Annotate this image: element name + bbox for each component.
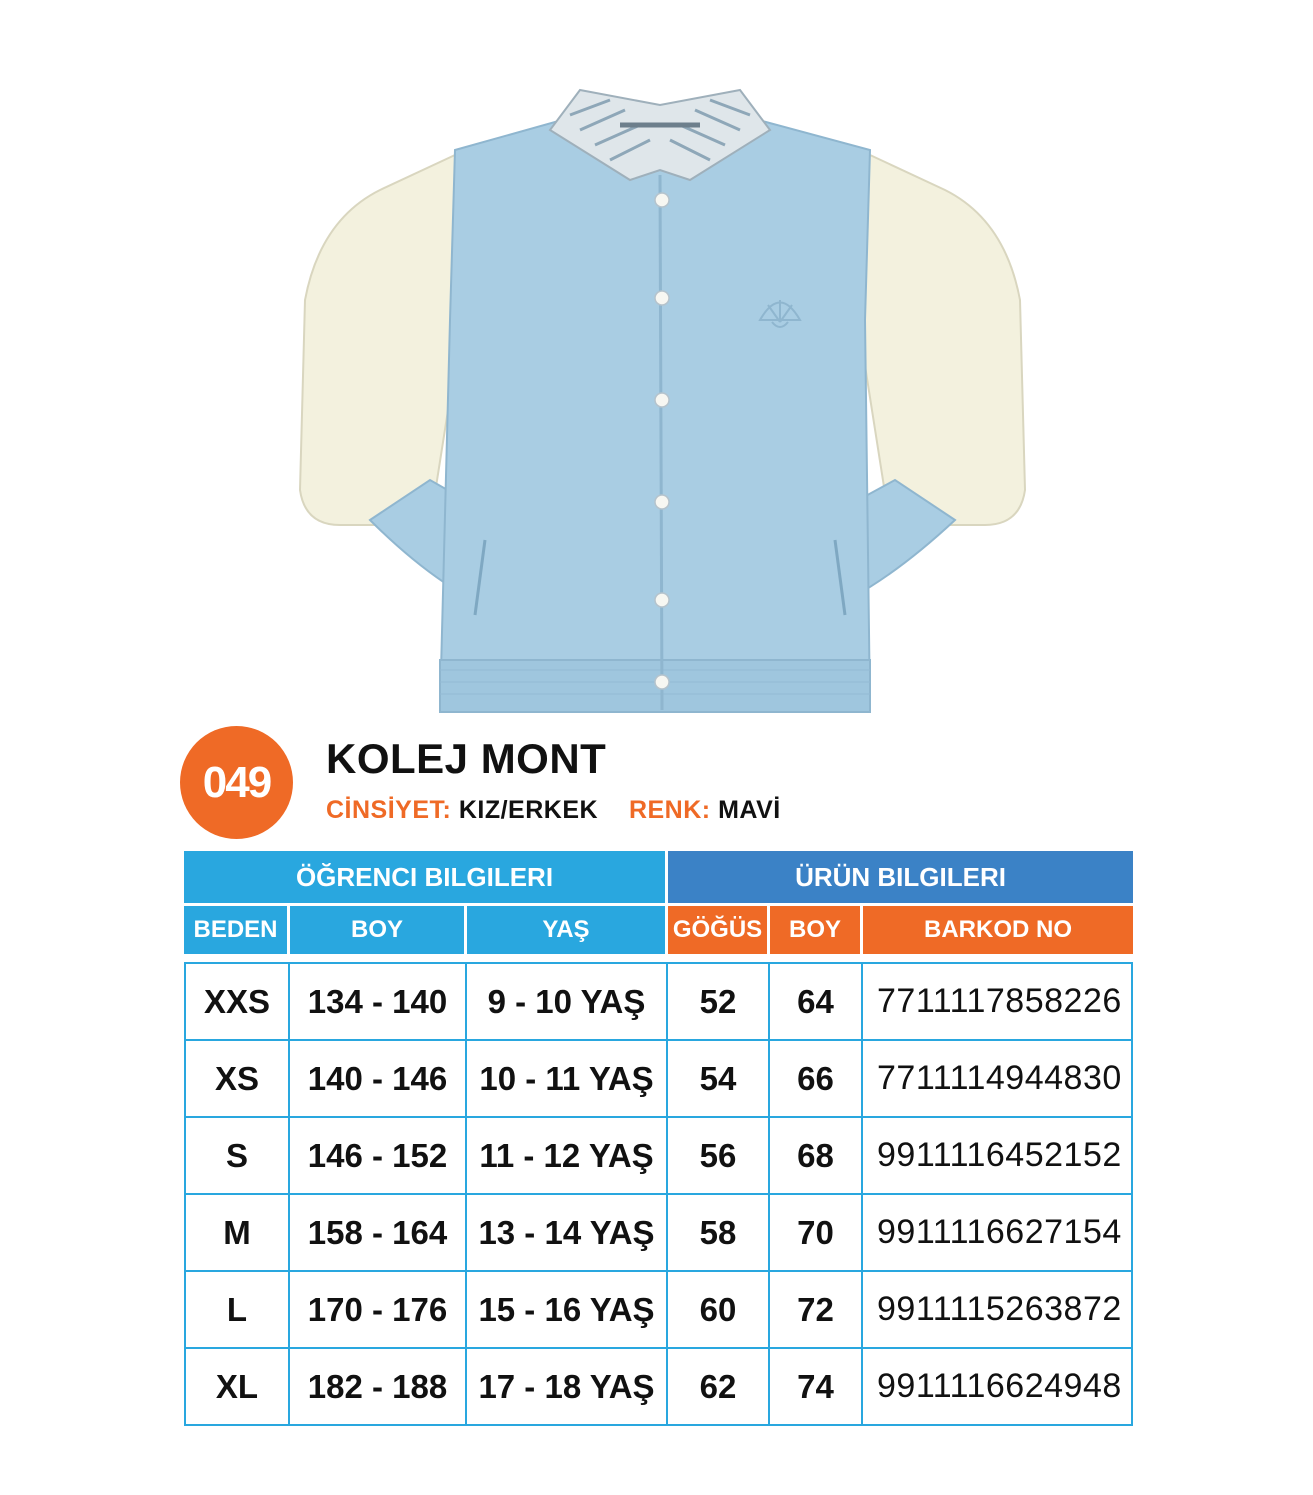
cell-age: 9 - 10 YAŞ (467, 962, 668, 1041)
jacket-illustration (280, 70, 1040, 730)
cell-barcode: 9911116624948 (863, 1349, 1133, 1426)
right-sleeve (850, 155, 1025, 525)
cell-chest: 62 (668, 1349, 770, 1426)
cell-height: 170 - 176 (290, 1272, 467, 1349)
cell-age: 11 - 12 YAŞ (467, 1118, 668, 1195)
cell-barcode: 7711114944830 (863, 1041, 1133, 1118)
cell-size: XXS (184, 962, 290, 1041)
cell-size: S (184, 1118, 290, 1195)
gender-value: KIZ/ERKEK (458, 796, 599, 824)
cell-chest: 58 (668, 1195, 770, 1272)
gender-label: CİNSİYET: (326, 796, 452, 824)
column-header-barcode: BARKOD NO (863, 906, 1133, 962)
product-code: 049 (202, 757, 271, 807)
table-row (184, 1041, 1133, 1118)
column-header-height: BOY (290, 906, 467, 962)
waistband (440, 660, 870, 712)
product-meta (326, 798, 781, 823)
cell-height: 140 - 146 (290, 1041, 467, 1118)
cell-height: 134 - 140 (290, 962, 467, 1041)
product-info-header: ÜRÜN BILGILERI (668, 851, 1133, 906)
cell-size: M (184, 1195, 290, 1272)
cell-length: 68 (770, 1118, 863, 1195)
cell-length: 72 (770, 1272, 863, 1349)
cell-length: 64 (770, 962, 863, 1041)
column-header-age: YAŞ (467, 906, 668, 962)
cell-size: XS (184, 1041, 290, 1118)
column-header-chest: GÖĞÜS (668, 906, 770, 962)
cell-age: 17 - 18 YAŞ (467, 1349, 668, 1426)
cell-age: 10 - 11 YAŞ (467, 1041, 668, 1118)
column-header-size: BEDEN (184, 906, 290, 962)
cell-length: 74 (770, 1349, 863, 1426)
cell-size: L (184, 1272, 290, 1349)
product-image (280, 70, 1040, 730)
left-sleeve (300, 155, 470, 525)
cell-age: 15 - 16 YAŞ (467, 1272, 668, 1349)
cell-size: XL (184, 1349, 290, 1426)
cell-age: 13 - 14 YAŞ (467, 1195, 668, 1272)
cell-chest: 52 (668, 962, 770, 1041)
cell-chest: 54 (668, 1041, 770, 1118)
color-value: MAVİ (718, 796, 781, 824)
cell-barcode: 9911116452152 (863, 1118, 1133, 1195)
cell-barcode: 9911116627154 (863, 1195, 1133, 1272)
cell-barcode: 9911115263872 (863, 1272, 1133, 1349)
color-label: RENK: (628, 796, 711, 824)
cell-length: 70 (770, 1195, 863, 1272)
jacket-body (440, 115, 870, 710)
table-row (184, 1195, 1133, 1272)
product-title: KOLEJ MONT (326, 735, 607, 782)
table-row (184, 1118, 1133, 1195)
product-code-badge (180, 726, 293, 839)
cell-height: 158 - 164 (290, 1195, 467, 1272)
student-info-header: ÖĞRENCI BILGILERI (184, 851, 668, 906)
cell-chest: 60 (668, 1272, 770, 1349)
column-header-length: BOY (770, 906, 863, 962)
table-row (184, 1272, 1133, 1349)
cell-height: 182 - 188 (290, 1349, 467, 1426)
table-row (184, 962, 1133, 1041)
cell-height: 146 - 152 (290, 1118, 467, 1195)
cell-chest: 56 (668, 1118, 770, 1195)
cell-length: 66 (770, 1041, 863, 1118)
table-row (184, 1349, 1133, 1426)
cell-barcode: 7711117858226 (863, 962, 1133, 1041)
size-table (184, 851, 1133, 1426)
